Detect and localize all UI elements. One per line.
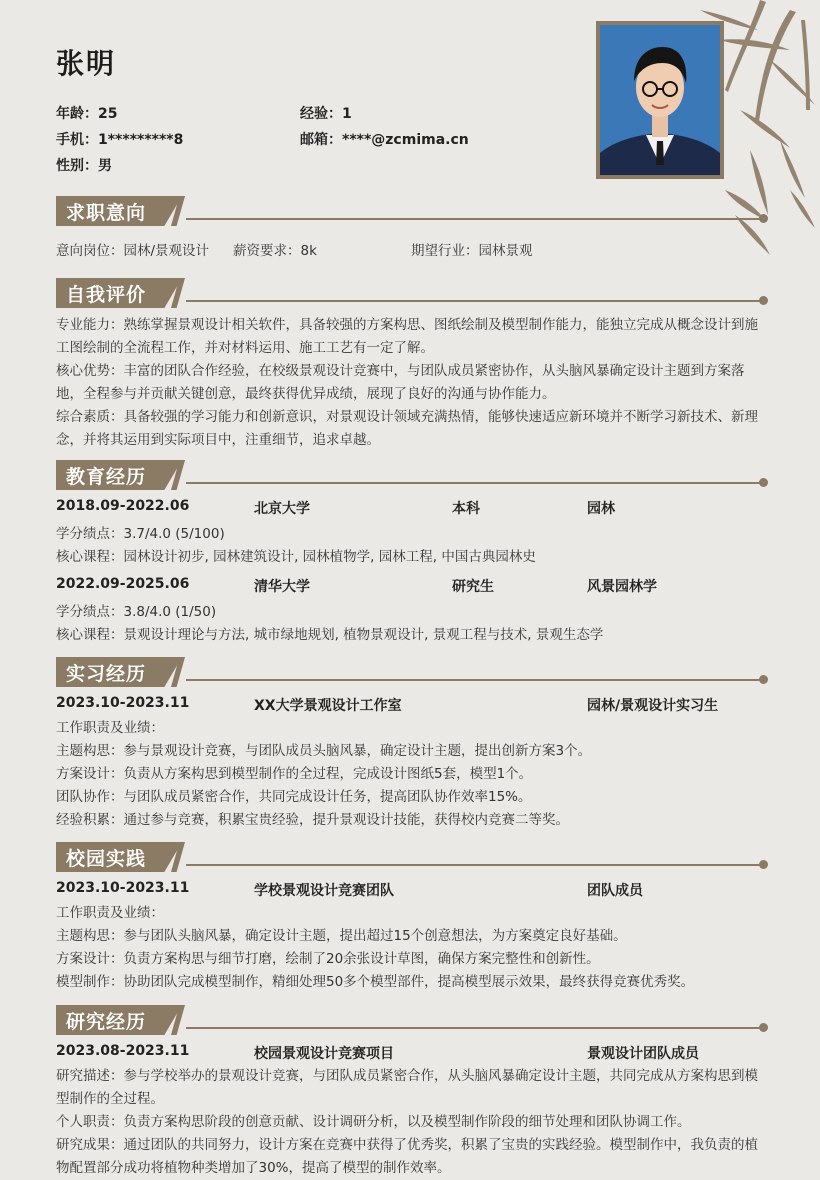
phone-field: 手机：1*********8 [56,132,184,148]
research-date: 2023.08-2023.11 [56,1043,190,1059]
edu-major: 园林 [587,501,615,517]
research-role: 景观设计团队成员 [587,1046,699,1062]
edu-courses: 核心课程：园林设计初步, 园林建筑设计, 园林植物学, 园林工程, 中国古典园林史 [56,549,536,565]
edu-date: 2022.09-2025.06 [56,576,190,592]
candidate-name: 张明 [56,47,117,80]
campus-details: 工作职责及业绩： 主题构思：参与团队头脑风暴，确定设计主题，提出超过15个创意想法，为方案奠定良好基础。 方案设计：负责方案构思与细节打磨，绘制了20余张设计草图，确保方案完整性和创新性。 模型制作：协助团队完成模型制作，精细处理50多个模型部件，提高模型展示效果，最终获得竞赛优秀奖。 [56,905,695,990]
edu-gpa: 学分绩点：3.8/4.0 (1/50) [56,604,217,620]
edu-gpa: 学分绩点：3.7/4.0 (5/100) [56,526,225,542]
intern-date: 2023.10-2023.11 [56,695,190,711]
campus-org: 学校景观设计竞赛团队 [254,883,394,899]
intent-position: 意向岗位：园林/景观设计 [56,243,210,259]
intern-details: 工作职责及业绩： 主题构思：参与景观设计竞赛，与团队成员头脑风暴，确定设计主题，提出创新方案3个。 方案设计：负责从方案构思到模型制作的全过程，完成设计图纸5套，模型1个。 团队协作：与团队成员紧密合作，共同完成设计任务，提高团队协作效率15%。 经验积累：通过参与竞赛，积累宝贵经验，提升景观设计技能，获得校内竞赛二等奖。 [56,720,592,828]
age-field: 年龄：25 [56,106,118,122]
research-org: 校园景观设计竞赛项目 [254,1046,394,1062]
avatar [596,21,724,179]
section-header-campus: 校园实践 [56,842,768,872]
intent-salary: 薪资要求：8k [233,243,317,259]
section-header-intent: 求职意向 [56,196,768,226]
campus-date: 2023.10-2023.11 [56,880,190,896]
self-eval-text: 专业能力：熟练掌握景观设计相关软件，具备较强的方案构思、图纸绘制及模型制作能力，能独立完成从概念设计到施工图绘制的全流程工作，并对材料运用、施工工艺有一定了解。 核心优势：丰富的团队合作经验，在校级景观设计竞赛中，与团队成员紧密协作，从头脑风暴确定设计主题到方案落地，全程参与并贡献关键创意，最终获得优异成绩，展现了良好的沟通与协作能力。 综合素质：具备较强的学习能力和创新意识，对景观设计领域充满热情，能够快速适应新环境并不断学习新技术、新理念，并将其运用到实际项目中，注重细节，追求卓越。 [56,317,758,448]
gender-field: 性别：男 [56,158,112,174]
edu-courses: 核心课程：景观设计理论与方法, 城市绿地规划, 植物景观设计, 景观工程与技术, 景观生态学 [56,627,604,643]
edu-school: 清华大学 [254,579,310,595]
edu-major: 风景园林学 [587,579,657,595]
research-details: 研究描述：参与学校举办的景观设计竞赛，与团队成员紧密合作，从头脑风暴确定设计主题，共同完成从方案构思到模型制作的全过程。 个人职责：负责方案构思阶段的创意贡献、设计调研分析，以及模型制作阶段的细节处理和团队协调工作。 研究成果：通过团队的共同努力，设计方案在竞赛中获得了优秀奖，积累了宝贵的实践经验。模型制作中，我负责的植物配置部分成功将植物种类增加了30%，提高了模型的制作效率。 [56,1068,758,1176]
intent-industry: 期望行业：园林景观 [411,243,533,259]
intern-role: 园林/景观设计实习生 [587,698,719,714]
edu-degree: 研究生 [452,579,494,595]
edu-school: 北京大学 [254,501,310,517]
edu-degree: 本科 [452,501,480,517]
section-header-education: 教育经历 [56,460,768,490]
section-header-research: 研究经历 [56,1005,768,1035]
section-header-internship: 实习经历 [56,657,768,687]
intern-org: XX大学景观设计工作室 [254,698,402,714]
edu-date: 2018.09-2022.06 [56,498,190,514]
campus-role: 团队成员 [587,883,643,899]
section-header-self: 自我评价 [56,278,768,308]
email-field: 邮箱：****@zcmima.cn [300,132,469,148]
experience-field: 经验：1 [300,106,352,122]
